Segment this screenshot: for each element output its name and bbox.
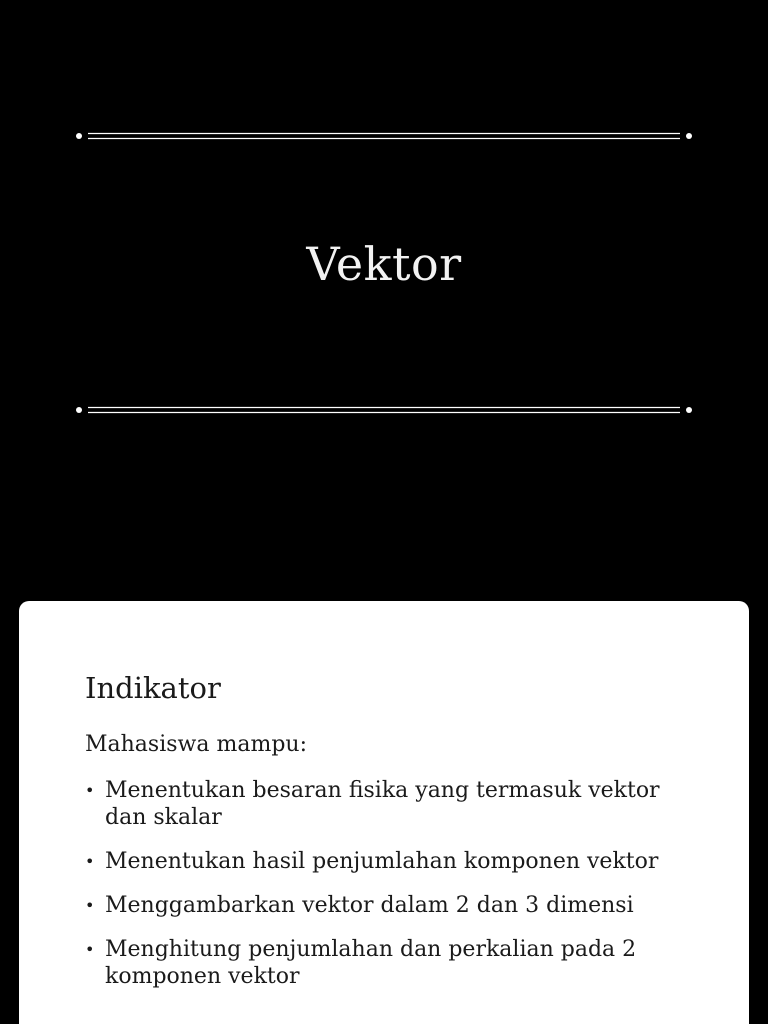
bullet-item <box>85 936 685 990</box>
bullet-icon: • <box>85 896 95 915</box>
bullet-item <box>85 892 685 919</box>
content-slide <box>19 601 749 1024</box>
bullet-icon: • <box>85 940 95 959</box>
slide-title: Vektor <box>306 237 462 291</box>
content-heading: Indikator <box>85 671 221 705</box>
bullet-text: Menggambarkan vektor dalam 2 dan 3 dimensi <box>105 893 634 918</box>
bullet-text: Menentukan hasil penjumlahan komponen vektor <box>105 849 659 874</box>
bullet-icon: • <box>85 781 95 800</box>
bullet-item <box>85 848 685 875</box>
decorative-double-rule-bottom <box>76 404 692 416</box>
bullet-text: Menentukan besaran fisika yang termasuk vektor dan skalar <box>105 778 660 830</box>
decorative-double-rule-top <box>76 130 692 142</box>
content-intro: Mahasiswa mampu: <box>85 732 307 757</box>
bullet-icon: • <box>85 852 95 871</box>
bullet-list <box>85 777 685 1007</box>
bullet-item <box>85 777 685 831</box>
bullet-text: Menghitung penjumlahan dan perkalian pada 2 komponen vektor <box>105 937 637 989</box>
